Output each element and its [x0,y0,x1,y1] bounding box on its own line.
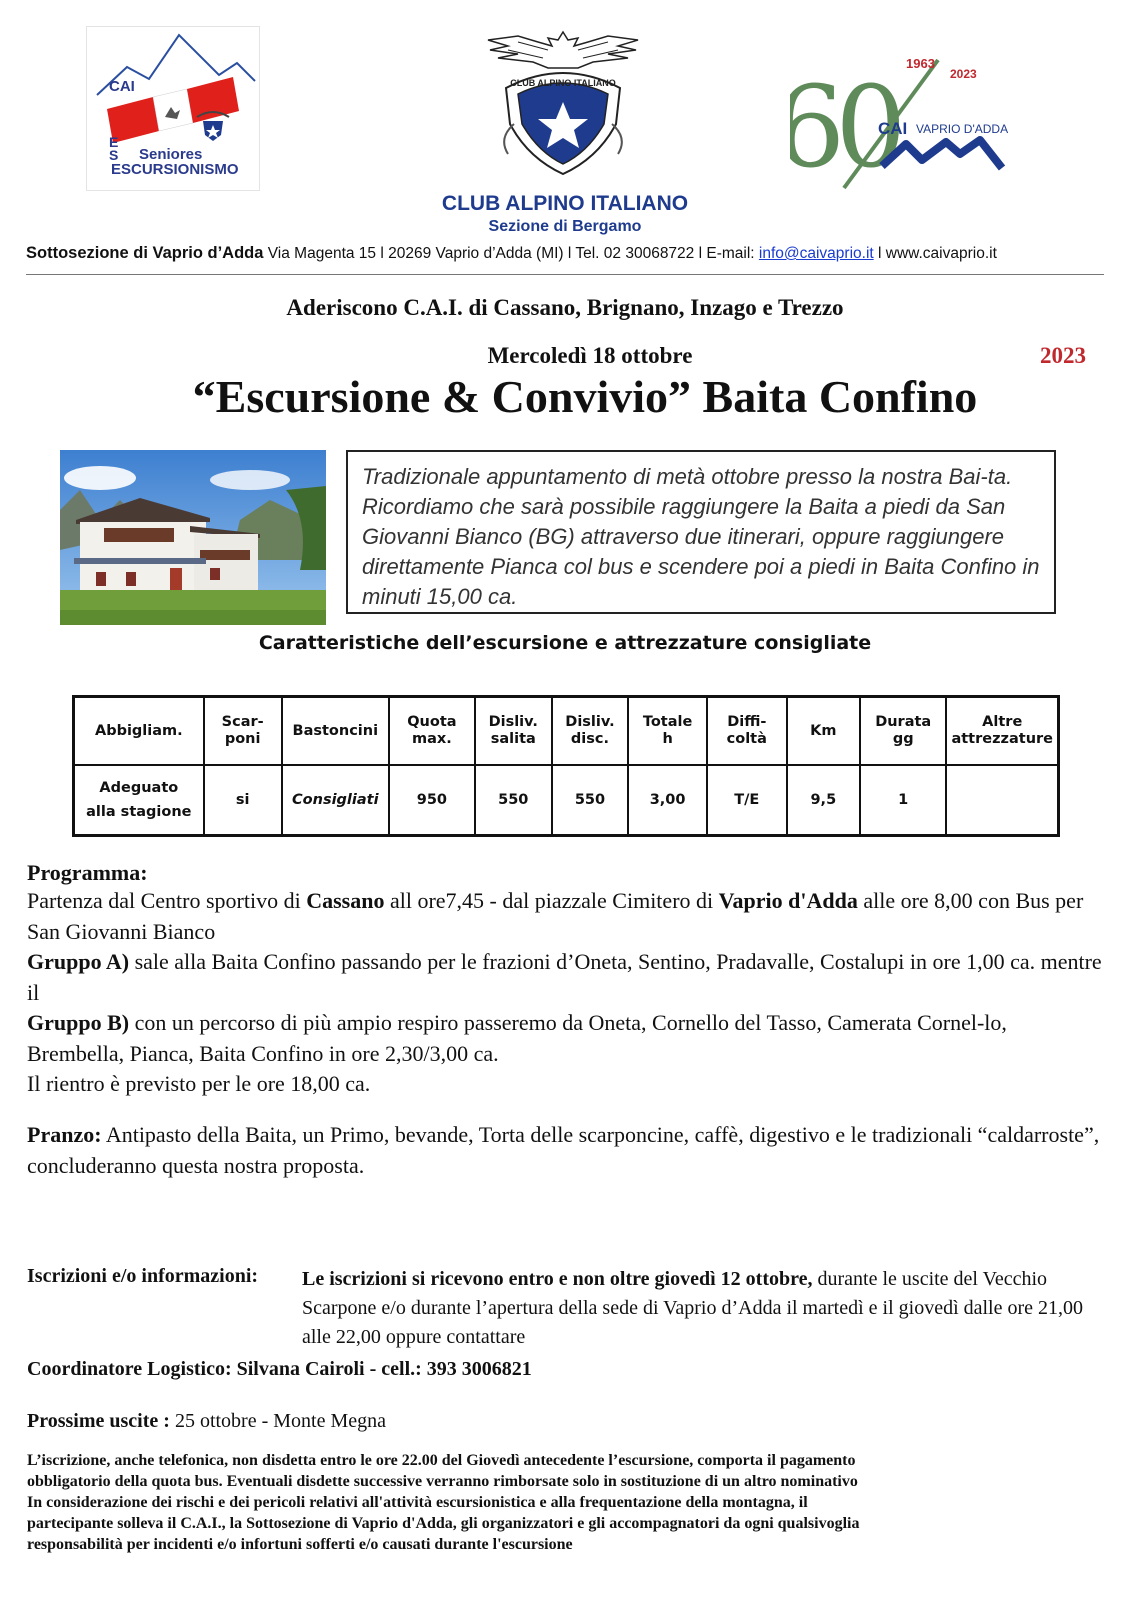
disclaimer-line: partecipante solleva il C.A.I., la Sottosezione di Vaprio d'Adda, gli organizzatori e gli accompagnatori da ogni qualsivoglia [27,1515,860,1532]
coordinator: Coordinatore Logistico: Silvana Cairoli - cell.: 393 3006821 [27,1358,532,1380]
specs-header-text: Disliv. [488,714,538,730]
next-trips-text: 25 ottobre - Monte Megna [169,1410,387,1432]
registration-text [302,1265,1102,1352]
disclaimer-line: L’iscrizione, anche telefonica, non disdetta entro le ore 22.00 del Giovedì antecedente l’escursione, comporta il pagamento [27,1452,856,1469]
specs-header-cell [552,697,629,766]
specs-value-text: 3,00 [649,791,686,808]
specs-value-cell [282,765,389,836]
contact-line [26,244,1116,263]
logo-mid-ring-text: CLUB ALPINO ITALIANO [510,78,616,88]
specs-header-text: Abbigliam. [94,722,183,739]
logo-right-number: 60 [790,63,897,193]
specs-value-text: T/E [734,791,760,808]
email-link[interactable]: info@caivaprio.it [758,245,874,262]
specs-header-text: Scar- [221,714,264,730]
specs-header-text: Diffi- [727,714,767,730]
specs-value-text: alla stagione [86,804,192,820]
disclaimer-line: obbligatorio della quota bus. Eventuali disdette successive verranno rimborsate solo in sostituzione di un altro nominativo [27,1473,858,1490]
specs-header-cell [282,697,389,766]
svg-text:E: E [109,134,119,150]
disclaimer-line: In considerazione dei rischi e dei pericoli relativi all'attività escursionistica e alla frequentazione della montagna, il [27,1494,808,1511]
program-body [27,886,1107,1100]
group-a-label: Gruppo A) [27,949,130,974]
program-departure-a: Partenza dal Centro sportivo di [27,888,307,913]
cai-eagle-shield-logo [478,28,648,178]
logo-left-brand: CAI [109,78,135,95]
specs-header-text: coltà [726,731,767,747]
logo-right-place: VAPRIO D'ADDA [916,122,1009,136]
specs-header-text: Disliv. [565,714,615,730]
address-text: Via Magenta 15 l 20269 Vaprio d’Adda (MI) l Tel. 02 30068722 l E-mail: [267,245,755,262]
specs-header-text: Durata [875,714,932,730]
logo-left-line1: Seniores [139,146,203,163]
event-year: 2023 [1040,343,1086,368]
specs-table [72,695,1060,837]
specs-value-text: 550 [498,791,529,808]
specs-value-row [74,765,1059,836]
next-trips [27,1410,386,1433]
specs-header-cell [74,697,204,766]
logo-right-year-end: 2023 [950,67,977,81]
specs-value-text: 9,5 [810,791,837,808]
disclaimer [27,1450,1087,1555]
specs-header-text: salita [490,731,536,747]
registration-deadline: Le iscrizioni si ricevono entro e non oltre giovedì 12 ottobre, [302,1268,813,1290]
intro-box [346,450,1056,614]
registration-details: durante le uscite del Vecchio Scarpone e/o durante l’apertura della sede di Vaprio d’Adda il martedì e il giovedì dalle ore 21,00 alle 22,00 oppure contattare [302,1268,1084,1348]
specs-header-text: Totale [642,714,693,730]
specs-header-text: gg [892,731,914,747]
specs-value-text: 950 [416,791,448,808]
specs-header-text: poni [224,731,261,747]
specs-header-text: Quota [407,714,457,730]
intro-text: Tradizionale appuntamento di metà ottobre presso la nostra Bai-ta. Ricordiamo che sarà possibile raggiungere la Baita a piedi da San Giovanni Bianco (BG) attraverso due itinerari, oppure raggiungere direttamente Pianca col bus e scendere poi a piedi in Baita Confino in minuti 15,00 ca. [362,464,1040,609]
specs-value-cell [475,765,552,836]
specs-value-cell [628,765,707,836]
specs-value-text: 1 [898,791,909,808]
cai-seniores-logo [86,26,260,191]
event-title: “Escursione & Convivio” Baita Confino [192,371,978,422]
logo-left-line2: ESCURSIONISMO [111,161,239,178]
specs-header-text: Altre attrezzature [951,714,1054,747]
specs-value-cell [552,765,629,836]
program-departure-e: alle ore 8,00 con Bus per San Giovanni Bianco [27,888,1084,944]
subsection-name: Sottosezione di Vaprio d’Adda [26,244,264,262]
specs-caption: Caratteristiche dell’escursione e attrezzature consigliate [258,632,872,654]
return-text: Il rientro è previsto per le ore 18,00 ca. [27,1071,371,1096]
specs-value-text: Adeguato [99,780,179,796]
lunch-label: Pranzo: [27,1122,102,1147]
website-text: l www.caivaprio.it [878,245,997,262]
specs-header-cell [204,697,282,766]
lunch-paragraph [27,1120,1107,1181]
group-a-text: sale alla Baita Confino passando per le frazioni d’Oneta, Sentino, Pradavalle, Costalupi in ore 1,00 ca. mentre il [27,949,1102,1005]
section-name: Sezione di Bergamo [488,218,642,235]
next-trips-label: Prossime uscite : [27,1410,170,1432]
specs-header-text: disc. [570,731,609,747]
specs-value-cell [74,765,204,836]
svg-text:S: S [109,147,119,163]
baita-confino-photo [60,450,326,625]
program-departure-c: all ore7,45 - dal piazzale Cimitero di [384,888,719,913]
specs-value-cell [204,765,282,836]
specs-header-text: Km [810,722,837,739]
specs-header-row [74,697,1059,766]
program-heading: Programma: [27,860,148,885]
registration-label: Iscrizioni e/o informazioni: [27,1265,259,1287]
adhering-sections: Aderiscono C.A.I. di Cassano, Brignano, Inzago e Trezzo [286,295,844,320]
event-date: Mercoledì 18 ottobre [487,343,693,368]
specs-value-cell [946,765,1058,836]
specs-value-cell [787,765,860,836]
specs-header-cell [946,697,1058,766]
specs-header-cell [475,697,552,766]
specs-value-text: si [235,791,250,808]
specs-header-cell [787,697,860,766]
specs-header-text: max. [412,731,452,747]
logo-right-year-start: 1963 [906,56,935,71]
group-b-text: con un percorso di più ampio respiro passeremo da Oneta, Cornello del Tasso, Camerata Cornel-lo, Brembella, Pianca, Baita Confino in ore 2,30/3,00 ca. [27,1010,1007,1066]
logo-right-brand: CAI [878,119,908,138]
specs-header-cell [389,697,475,766]
group-b-label: Gruppo B) [27,1010,130,1035]
specs-value-cell [860,765,947,836]
header-divider [26,274,1104,275]
specs-value-text: 550 [574,791,606,808]
specs-header-text: h [662,731,673,747]
specs-header-cell [860,697,947,766]
specs-value-cell [389,765,475,836]
program-departure-vaprio: Vaprio d'Adda [718,888,858,913]
lunch-text: Antipasto della Baita, un Primo, bevande, Torta delle scarponcine, caffè, digestivo e le tradizionali “caldarroste”, concluderanno questa nostra proposta. [27,1122,1100,1178]
specs-header-text: Bastoncini [292,722,379,739]
specs-value-cell [707,765,787,836]
specs-header-cell [707,697,787,766]
specs-value-text: Consigliati [292,791,379,808]
program-departure-cassano: Cassano [306,888,385,913]
club-name: CLUB ALPINO ITALIANO [441,192,689,215]
cai-vaprio-60-years-logo [790,50,1030,200]
specs-header-cell [628,697,707,766]
disclaimer-line: responsabilità per incidenti e/o infortuni sofferti e/o causati durante l'escursione [27,1536,573,1553]
